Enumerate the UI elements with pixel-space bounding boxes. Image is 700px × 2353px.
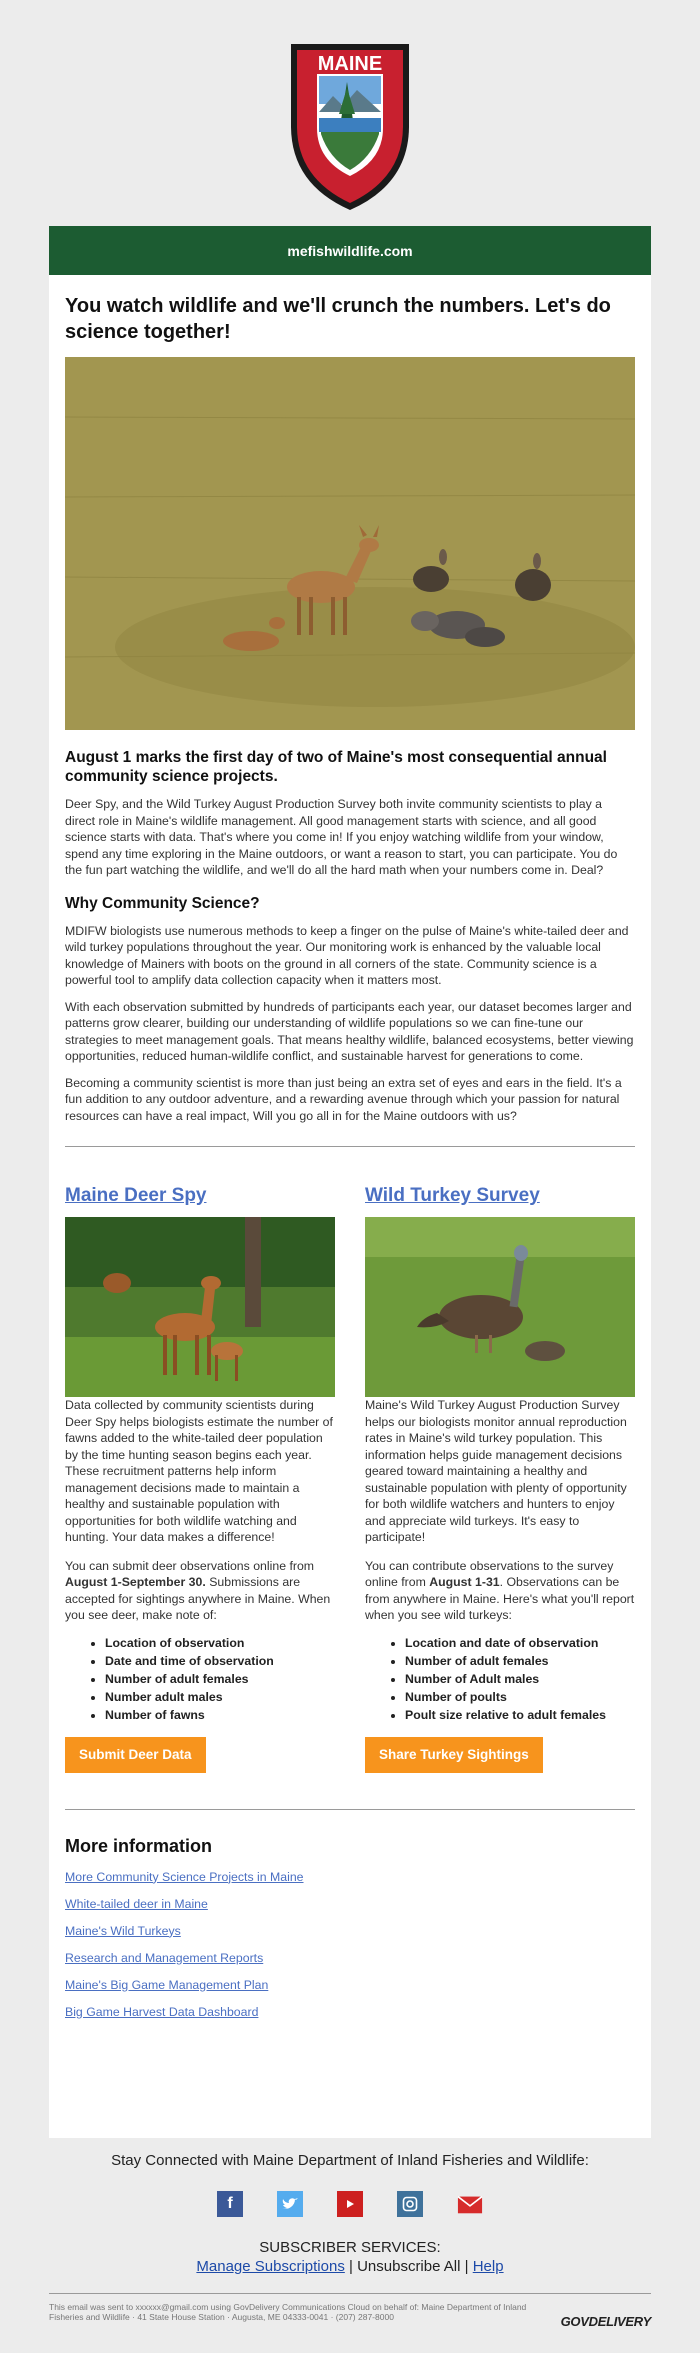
link-big-game-plan[interactable]: Maine's Big Game Management Plan: [65, 1977, 269, 1992]
deer-photo: [65, 1217, 335, 1397]
list-item: • Number of poults: [405, 1688, 635, 1706]
footer-divider: [49, 2293, 651, 2294]
list-item: • Poult size relative to adult females: [405, 1706, 635, 1724]
turkey-survey-title-link[interactable]: Wild Turkey Survey: [365, 1185, 540, 1206]
list-item: • Number of Adult males: [405, 1670, 635, 1688]
turkey-photo: [365, 1217, 635, 1397]
deer-spy-column: [65, 1185, 335, 1773]
list-item: • Number of adult females: [105, 1670, 335, 1688]
submit-deer-data-button[interactable]: Submit Deer Data: [65, 1737, 206, 1773]
subscriber-links: Manage Subscriptions | Unsubscribe All | Help: [196, 2258, 504, 2275]
divider: [65, 1146, 635, 1147]
deer-paragraph-2: You can submit deer observations online from August 1-September 30. Submissions are accepted for sightings anywhere in Maine. When you see deer, make note of:: [65, 1558, 331, 1622]
turkey-survey-column: [365, 1185, 635, 1773]
subscriber-services-label: SUBSCRIBER SERVICES:: [259, 2239, 441, 2256]
why-heading: Why Community Science?: [65, 894, 260, 912]
stay-connected-text: Stay Connected with Maine Department of Inland Fisheries and Wildlife:: [111, 2152, 589, 2169]
share-turkey-sightings-button[interactable]: Share Turkey Sightings: [365, 1737, 543, 1773]
site-banner: [49, 226, 651, 275]
list-item: • Location of observation: [105, 1634, 335, 1652]
list-item: • Number adult males: [105, 1688, 335, 1706]
list-item: • Date and time of observation: [105, 1652, 335, 1670]
help-link[interactable]: Help: [472, 2258, 504, 2275]
turkey-paragraph-1: Maine's Wild Turkey August Production Survey helps our biologists monitor annual reproduction rates in Maine's wild turkey population. This information helps guide management decisions geared toward maintaining a healthy and sustainable population with plenty of opportunity for both wildlife watchers and hunters to enjoy and appreciate wild turkeys. It's easy to participate!: [365, 1398, 627, 1544]
turkey-paragraph-2: You can contribute observations to the survey online from August 1-31. Observations can be from anywhere in Maine. Here's what you'll report when you see wild turkeys:: [365, 1558, 635, 1622]
more-info-heading: More information: [65, 1835, 212, 1856]
list-item: • Location and date of observation: [405, 1634, 635, 1652]
link-white-tailed-deer[interactable]: White-tailed deer in Maine: [65, 1896, 208, 1911]
list-item: • Number of fawns: [105, 1706, 335, 1724]
more-info-links: [65, 1870, 635, 2019]
intro-paragraph: Deer Spy, and the Wild Turkey August Production Survey both invite community scientists to play a direct role in Maine's wildlife management. All good management starts with science, and all good science starts with data. That's where you come in! If you enjoy watching wildlife from your window, spend any time exploring in the Maine outdoors, or want a reason to start, you can participate. You do the fun part watching the wildlife, and we'll do all the hard math when your numbers come in. Deal?: [65, 797, 618, 877]
govdelivery-logo[interactable]: GOVDELIVERY: [560, 2314, 651, 2329]
footer: [0, 2138, 700, 2275]
subheadline: August 1 marks the first day of two of Maine's most consequential annual community science projects.: [65, 749, 607, 785]
social-icons: [0, 2191, 700, 2217]
link-harvest-dashboard[interactable]: Big Game Harvest Data Dashboard: [65, 2004, 259, 2019]
why-paragraph-3: Becoming a community scientist is more than just being an extra set of eyes and ears in the field. It's a fun addition to any outdoor adventure, and a rewarding avenue through which your passion for natural resources can have a real impact, Will you go all in for the Maine outdoors with us?: [65, 1075, 622, 1123]
deer-spy-title-link[interactable]: Maine Deer Spy: [65, 1185, 207, 1206]
maine-ifw-logo: [283, 34, 417, 212]
facebook-icon[interactable]: f: [217, 2191, 243, 2217]
logo-top-text: MAINE: [317, 53, 383, 75]
hero-photo-deer-turkeys: [65, 357, 635, 730]
link-research-reports[interactable]: Research and Management Reports: [65, 1950, 264, 1965]
why-paragraph-2: With each observation submitted by hundreds of participants each year, our dataset becomes larger and patterns grow clearer, building our understanding of wildlife populations so we can fine-tune our strategies to meet management goals. That means healthy wildlife, balanced ecosystems, better viewing opportunities, reduced human-wildlife conflict, and sustainable harvest for generations to come.: [65, 999, 634, 1063]
why-paragraph-1: MDIFW biologists use numerous methods to keep a finger on the pulse of Maine's white-tailed deer and wild turkey populations throughout the year. Our monitoring work is enhanced by the valuable local knowledge of Mainers with boots on the ground in all corners of the state. Community science is a powerful tool to amplify data collection capacity when it matters most.: [65, 923, 629, 987]
list-item: • Number of adult females: [405, 1652, 635, 1670]
main-card: [49, 275, 651, 2138]
twitter-icon[interactable]: [277, 2191, 303, 2217]
deer-paragraph-1: Data collected by community scientists during Deer Spy helps biologists estimate the number of fawns added to the white-tailed deer population by the time hunting season begins each year. These recruitment patterns help inform management decisions made to maintain a healthy and sustainable population with opportunities for both wildlife watching and hunting. Your data makes a difference!: [65, 1398, 333, 1544]
divider: [65, 1809, 635, 1810]
unsubscribe-all-link[interactable]: Unsubscribe All: [357, 2258, 461, 2275]
link-community-science-projects[interactable]: More Community Science Projects in Maine: [65, 1869, 304, 1884]
fine-print: This email was sent to xxxxxx@gmail.com using GovDelivery Communications Cloud on behalf of: Maine Department of Inland Fisheries and Wildlife · 41 State House Station · Augusta, ME 04333-0041 · (207) 287-8000: [49, 2302, 527, 2322]
site-link[interactable]: mefishwildlife.com: [287, 242, 413, 259]
header: [0, 0, 700, 226]
fine-print-row: [49, 2302, 651, 2329]
instagram-icon[interactable]: [397, 2191, 423, 2217]
email-icon[interactable]: [457, 2191, 483, 2217]
youtube-icon[interactable]: [337, 2191, 363, 2217]
deer-checklist: [65, 1634, 335, 1724]
manage-subscriptions-link[interactable]: Manage Subscriptions: [196, 2258, 345, 2275]
projects-section: [65, 1185, 635, 1773]
link-wild-turkeys[interactable]: Maine's Wild Turkeys: [65, 1923, 181, 1938]
headline: You watch wildlife and we'll crunch the numbers. Let's do science together!: [65, 295, 611, 343]
turkey-checklist: [365, 1634, 635, 1724]
